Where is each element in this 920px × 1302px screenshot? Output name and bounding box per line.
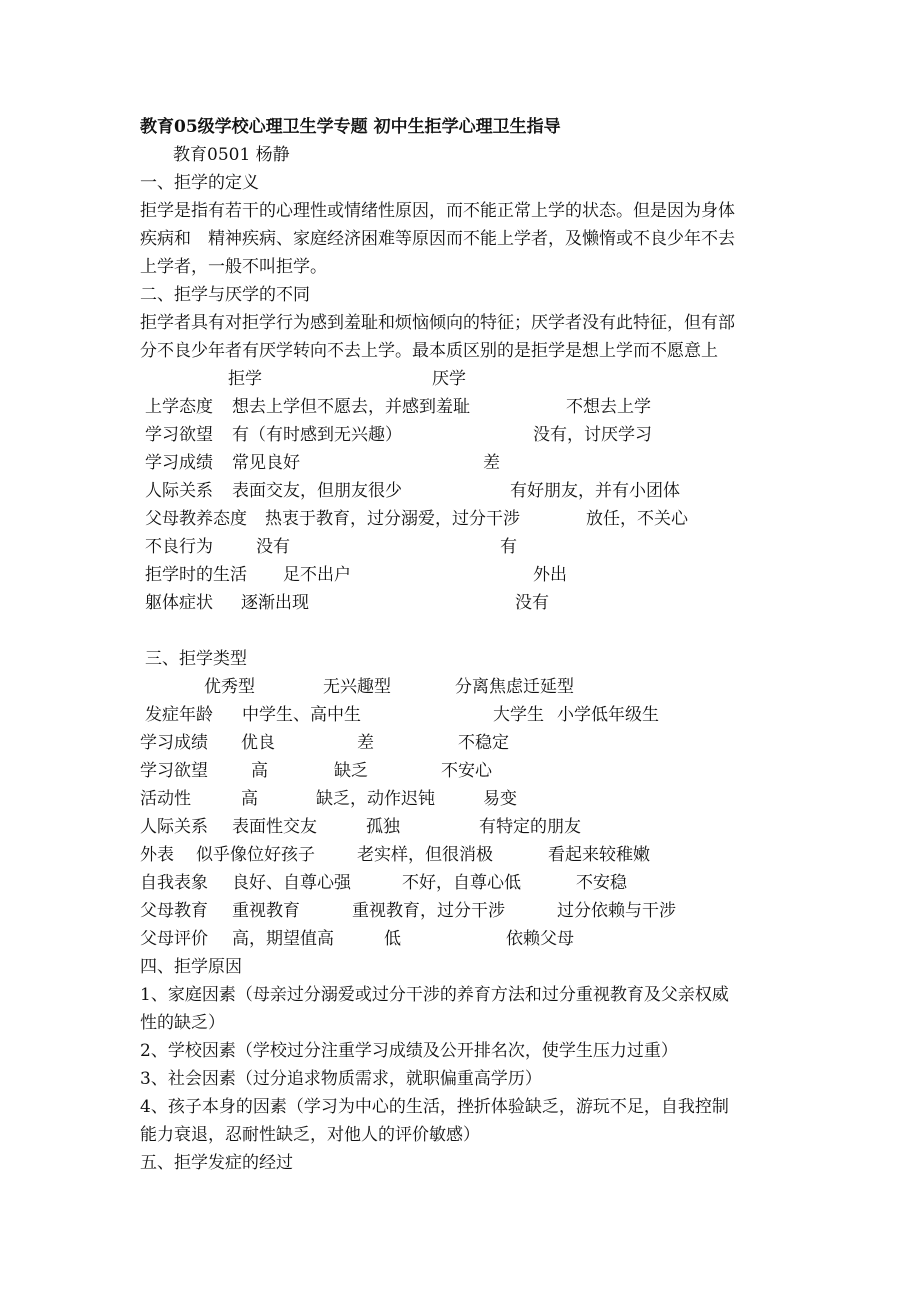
- type-row-label: 父母评价: [140, 929, 208, 949]
- section-1-paragraph-line: 拒学是指有若干的心理性或情绪性原因，而不能正常上学的状态。但是因为身体: [140, 201, 735, 221]
- author-line: 教育0501 杨静: [173, 145, 290, 165]
- compare-row-label: 学习成绩: [145, 453, 213, 473]
- type-row-cell: 缺乏，动作迟钝: [316, 789, 435, 809]
- section-2-heading: 二、拒学与厌学的不同: [140, 285, 310, 305]
- type-row-cell: 过分依赖与干涉: [557, 901, 676, 921]
- compare-row-refusal: 表面交友，但朋友很少: [232, 481, 402, 501]
- section-4-line: 1、家庭因素（母亲过分溺爱或过分干涉的养育方法和过分重视教育及父亲权威: [140, 985, 729, 1005]
- compare-row-refusal: 热衷于教育，过分溺爱，过分干涉: [265, 509, 520, 529]
- type-row-label: 学习欲望: [140, 761, 208, 781]
- compare-row-aversion: 外出: [533, 565, 567, 585]
- type-row-cell: 优良: [241, 733, 275, 753]
- section-4-heading: 四、拒学原因: [140, 957, 242, 977]
- type-header: 无兴趣型: [323, 677, 391, 697]
- section-4-line: 能力衰退，忍耐性缺乏，对他人的评价敏感）: [140, 1125, 480, 1145]
- compare-row-label: 父母教养态度: [145, 509, 247, 529]
- type-row-cell: 表面性交友: [232, 817, 317, 837]
- type-row-cell: 易变: [483, 789, 517, 809]
- type-row-cell: 不好，自尊心低: [402, 873, 521, 893]
- compare-row-refusal: 有（有时感到无兴趣）: [232, 425, 402, 445]
- compare-row-refusal: 没有: [256, 537, 290, 557]
- type-row-cell: 不安心: [441, 761, 492, 781]
- compare-row-refusal: 常见良好: [232, 453, 300, 473]
- section-1-paragraph-line: 疾病和 精神疾病、家庭经济困难等原因而不能上学者，及懒惰或不良少年不去: [140, 229, 735, 249]
- type-row-label: 人际关系: [140, 817, 208, 837]
- type-row-cell: 有特定的朋友: [479, 817, 581, 837]
- type-row-label: 活动性: [140, 789, 191, 809]
- section-1-paragraph-line: 上学者，一般不叫拒学。: [140, 257, 327, 277]
- type-header: 优秀型: [204, 677, 255, 697]
- section-3-heading: 三、拒学类型: [145, 649, 247, 669]
- type-row-cell: 低: [384, 929, 401, 949]
- type-row-cell: 老实样，但很消极: [357, 845, 493, 865]
- type-row-cell: 似乎像位好孩子: [196, 845, 315, 865]
- type-row-cell: 孤独: [366, 817, 400, 837]
- section-2-paragraph-line: 分不良少年者有厌学转向不去上学。最本质区别的是拒学是想上学而不愿意上: [140, 341, 718, 361]
- compare-row-aversion: 放任，不关心: [586, 509, 688, 529]
- type-row-cell: 依赖父母: [506, 929, 574, 949]
- section-5-heading: 五、拒学发症的经过: [140, 1153, 293, 1173]
- type-row-label: 发症年龄: [145, 705, 213, 725]
- type-header: 分离焦虑迁延型: [455, 677, 574, 697]
- type-row-cell: 小学低年级生: [557, 705, 659, 725]
- section-4-line: 4、孩子本身的因素（学习为中心的生活，挫折体验缺乏，游玩不足，自我控制: [140, 1097, 729, 1117]
- compare-row-label: 躯体症状: [145, 593, 213, 613]
- type-row-label: 自我表象: [140, 873, 208, 893]
- type-row-cell: 看起来较稚嫩: [548, 845, 650, 865]
- compare-row-aversion: 有好朋友，并有小团体: [510, 481, 680, 501]
- compare-row-aversion: 没有，讨厌学习: [533, 425, 652, 445]
- compare-row-aversion: 有: [500, 537, 517, 557]
- compare-row-label: 学习欲望: [145, 425, 213, 445]
- section-2-paragraph-line: 拒学者具有对拒学行为感到羞耻和烦恼倾向的特征；厌学者没有此特征，但有部: [140, 313, 735, 333]
- type-row-cell: 中学生、高中生: [242, 705, 361, 725]
- type-row-label: 父母教育: [140, 901, 208, 921]
- type-row-label: 学习成绩: [140, 733, 208, 753]
- type-row-label: 外表: [140, 845, 174, 865]
- type-row-cell: 不安稳: [576, 873, 627, 893]
- compare-row-aversion: 差: [483, 453, 500, 473]
- compare-row-refusal: 足不出户: [283, 565, 351, 585]
- type-row-cell: 高: [241, 789, 258, 809]
- type-row-cell: 良好、自尊心强: [232, 873, 351, 893]
- section-4-line: 3、社会因素（过分追求物质需求，就职偏重高学历）: [140, 1069, 542, 1089]
- document-title: 教育05级学校心理卫生学专题 初中生拒学心理卫生指导: [140, 117, 561, 137]
- compare-row-label: 不良行为: [145, 537, 213, 557]
- compare-row-aversion: 没有: [515, 593, 549, 613]
- type-row-cell: 高: [251, 761, 268, 781]
- compare-row-refusal: 逐渐出现: [241, 593, 309, 613]
- compare-header-refusal: 拒学: [228, 369, 262, 389]
- type-row-cell: 差: [357, 733, 374, 753]
- compare-row-refusal: 想去上学但不愿去，并感到羞耻: [232, 397, 470, 417]
- compare-row-label: 上学态度: [145, 397, 213, 417]
- type-row-cell: 重视教育: [232, 901, 300, 921]
- type-row-cell: 缺乏: [334, 761, 368, 781]
- compare-row-label: 人际关系: [145, 481, 213, 501]
- compare-row-label: 拒学时的生活: [145, 565, 247, 585]
- section-4-line: 性的缺乏）: [140, 1013, 225, 1033]
- compare-header-aversion: 厌学: [432, 369, 466, 389]
- type-row-cell: 不稳定: [458, 733, 509, 753]
- type-row-cell: 重视教育，过分干涉: [352, 901, 505, 921]
- section-1-heading: 一、拒学的定义: [140, 173, 259, 193]
- section-4-line: 2、学校因素（学校过分注重学习成绩及公开排名次，使学生压力过重）: [140, 1041, 678, 1061]
- type-row-cell: 高，期望值高: [232, 929, 334, 949]
- type-row-cell: 大学生: [493, 705, 544, 725]
- compare-row-aversion: 不想去上学: [566, 397, 651, 417]
